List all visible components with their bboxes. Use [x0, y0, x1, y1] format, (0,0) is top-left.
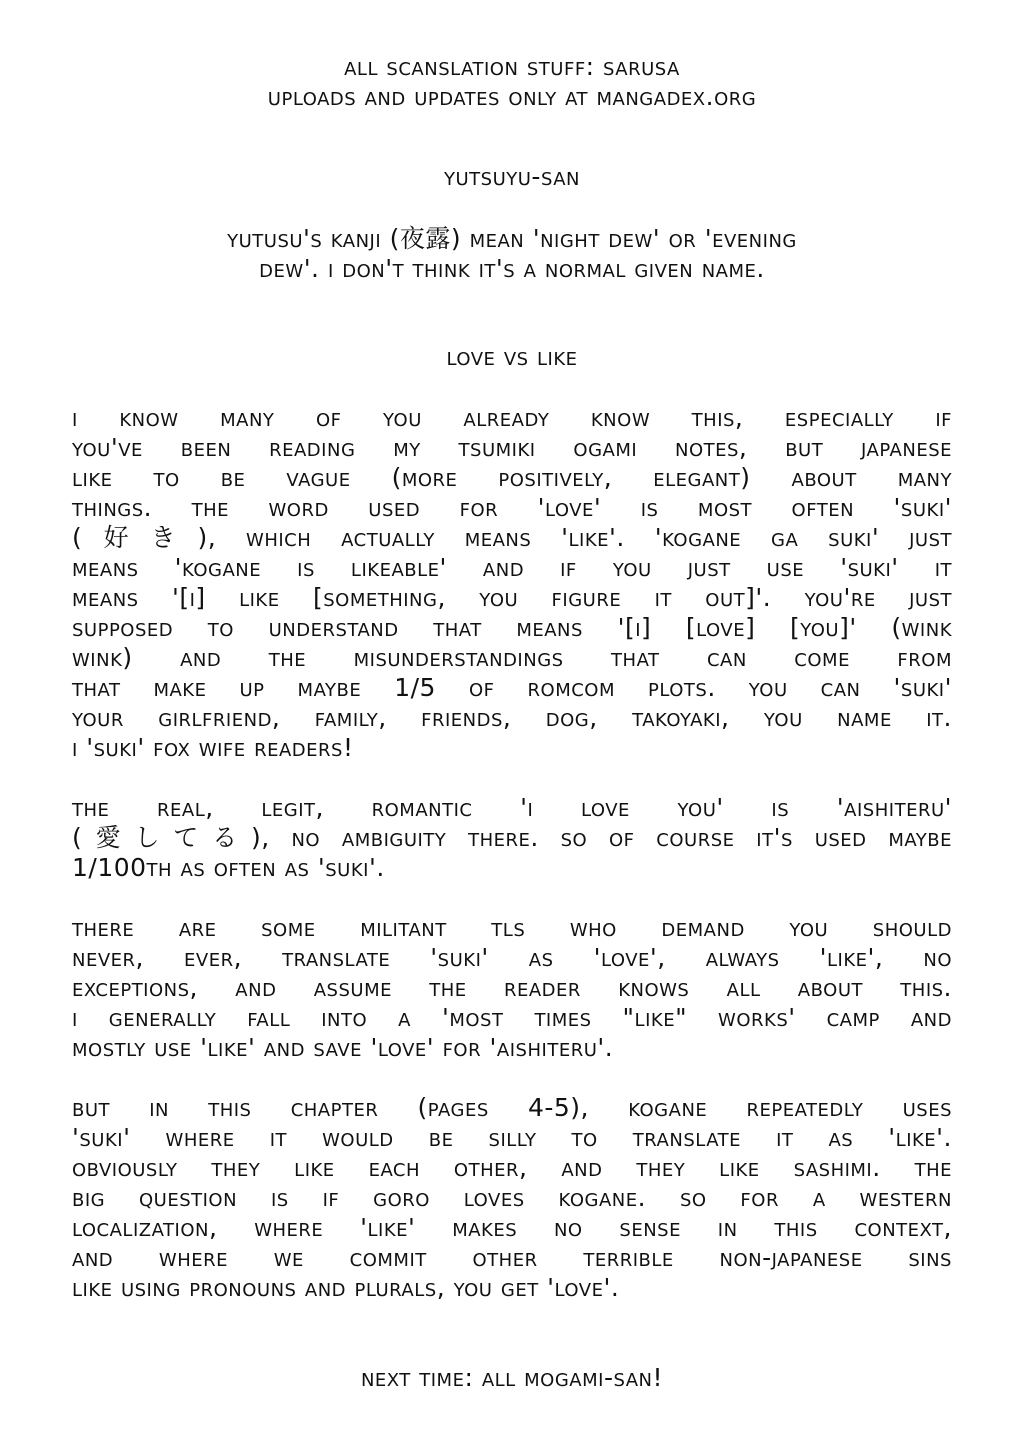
paragraph-line: wink) and the misunderstandings that can come from: [72, 643, 952, 672]
yutsuyu-text-line: dew'. i don't think it's a normal given name.: [259, 254, 765, 283]
paragraph-line: that make up maybe 1/5 of romcom plots. you can 'suki': [72, 673, 952, 702]
paragraph-line: (好き), which actually means 'like'. 'kogane ga suki' just: [72, 523, 952, 552]
paragraph-line: mostly use 'like' and save 'love' for 'aishiteru'.: [72, 1033, 614, 1062]
paragraph-line: like using pronouns and plurals, you get 'love'.: [72, 1273, 620, 1302]
paragraph-line: exceptions, and assume the reader knows all about this.: [72, 973, 952, 1002]
paragraph-line: you've been reading my tsumiki ogami notes, but japanese: [72, 433, 952, 462]
section-title-love-vs-like: love vs like: [446, 342, 578, 371]
paragraph-line: big question is if goro loves kogane. so for a western: [72, 1183, 952, 1212]
paragraph-line: supposed to understand that means '[i] [love] [you]' (wink: [72, 613, 952, 642]
paragraph-line: i generally fall into a 'most times "like" works' camp and: [72, 1003, 952, 1032]
paragraph-line: means '[i] like [something, you figure it out]'. you're just: [72, 583, 952, 612]
section-title-yutsuyu: yutsuyu-san: [444, 162, 580, 191]
paragraph-line: never, ever, translate 'suki' as 'love', always 'like', no: [72, 943, 952, 972]
header-upload-line: uploads and updates only at mangadex.org: [267, 82, 757, 111]
paragraph-line: 1/100th as often as 'suki'.: [72, 853, 385, 882]
paragraph-line: there are some militant tls who demand you should: [72, 913, 952, 942]
paragraph-line: the real, legit, romantic 'i love you' is 'aishiteru': [72, 793, 952, 822]
paragraph-line: obviously they like each other, and they like sashimi. the: [72, 1153, 952, 1182]
next-time-footer: next time: all mogami-san!: [360, 1363, 664, 1392]
paragraph-line: i know many of you already know this, especially if: [72, 403, 952, 432]
paragraph-line: like to be vague (more positively, elegant) about many: [72, 463, 952, 492]
paragraph-line: means 'kogane is likeable' and if you just use 'suki' it: [72, 553, 952, 582]
paragraph-line: and where we commit other terrible non-japanese sins: [72, 1243, 952, 1272]
paragraph-line: things. the word used for 'love' is most often 'suki': [72, 493, 952, 522]
paragraph-line: (愛してる), no ambiguity there. so of course it's used maybe: [72, 823, 952, 852]
paragraph-line: localization, where 'like' makes no sense in this context,: [72, 1213, 952, 1242]
paragraph-line: i 'suki' fox wife readers!: [72, 733, 354, 762]
paragraph-line: 'suki' where it would be silly to translate it as 'like'.: [72, 1123, 952, 1152]
header-credit-line: all scanslation stuff: sarusa: [344, 52, 680, 81]
paragraph-line: your girlfriend, family, friends, dog, takoyaki, you name it.: [72, 703, 952, 732]
paragraph-line: but in this chapter (pages 4-5), kogane repeatedly uses: [72, 1093, 952, 1122]
yutsuyu-text-line: yutusu's kanji (夜露) mean 'night dew' or 'evening: [227, 224, 797, 253]
